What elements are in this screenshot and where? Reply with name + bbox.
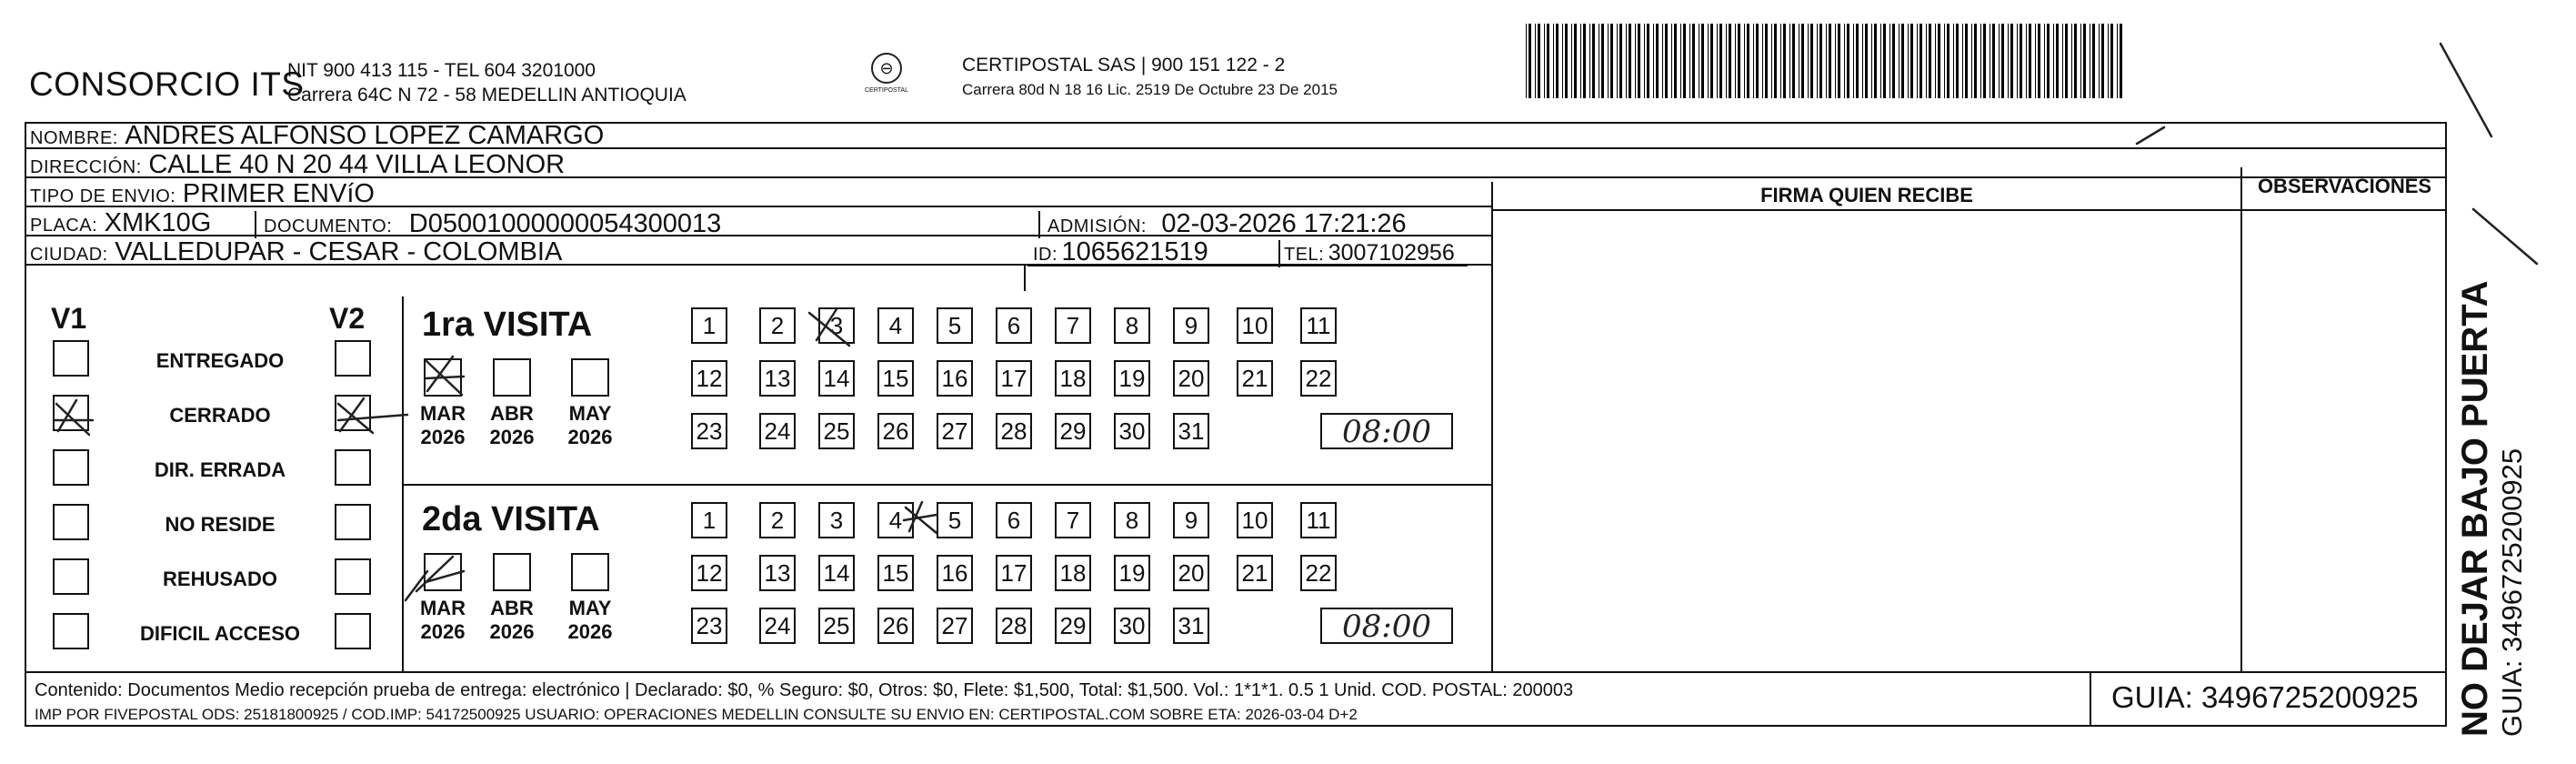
barcode-bar [1901, 24, 1904, 98]
barcode-bar [2047, 24, 2050, 98]
footer-contents: Contenido: Documentos Medio recepción prueba de entrega: electrónico | Declarado: $0, % Seguro: $0, Otros: $0, Flete: $1,500, Total: $1,500. Vol.: 1*1*1. 0.5 1 Unid. COD. POSTAL: 200003 [35, 680, 1574, 700]
barcode-bar [1680, 24, 1681, 98]
barcode-bar [2020, 24, 2022, 98]
day-box[interactable]: 24 [759, 608, 796, 644]
barcode-bar [2101, 24, 2104, 98]
day-box[interactable]: 20 [1173, 360, 1209, 397]
certipostal-logo [862, 53, 911, 106]
day-box[interactable]: 10 [1237, 307, 1273, 344]
barcode-bar [1853, 24, 1854, 98]
day-box[interactable]: 14 [818, 360, 855, 397]
day-box[interactable]: 5 [937, 502, 973, 538]
barcode-bar [2117, 24, 2118, 98]
barcode-bar [1762, 24, 1763, 98]
v1-checkbox-4[interactable] [53, 558, 89, 595]
barcode-bar [1908, 24, 1909, 98]
side-warning-block [2455, 280, 2529, 737]
month-label [411, 597, 475, 644]
status-option-label: NO RESIDE [165, 513, 276, 536]
month-name: ABR [490, 402, 534, 425]
barcode-bar [1980, 24, 1981, 98]
day-box[interactable]: 30 [1114, 413, 1150, 449]
barcode-bar [1601, 24, 1604, 98]
barcode-bar [1835, 24, 1836, 98]
day-box[interactable]: 23 [691, 413, 727, 449]
barcode-bar [1938, 24, 1940, 98]
day-box[interactable]: 27 [937, 413, 973, 449]
v1-checkbox-2[interactable] [53, 449, 89, 486]
day-box[interactable]: 4 [877, 502, 914, 538]
day-box[interactable]: 21 [1237, 555, 1273, 591]
placa-divider [255, 211, 256, 238]
day-box[interactable]: 9 [1173, 502, 1209, 538]
day-box[interactable]: 22 [1300, 360, 1337, 397]
tel-divider [1278, 240, 1280, 267]
barcode-bar [1674, 24, 1677, 98]
nombre-row [25, 122, 2447, 149]
barcode-bar [1644, 24, 1645, 98]
tel-field [1284, 239, 1455, 270]
day-box[interactable]: 19 [1114, 360, 1150, 397]
month-checkbox-may[interactable] [571, 553, 609, 591]
barcode-bar [1580, 24, 1581, 98]
time-handwritten: 08:00 [1342, 608, 1431, 645]
day-box[interactable]: 11 [1300, 502, 1337, 538]
barcode-bar [2001, 24, 2004, 98]
month-name: MAR [419, 402, 466, 425]
barcode-bar [2053, 24, 2054, 98]
barcode-bar [1683, 24, 1686, 98]
month-name: MAY [568, 597, 612, 619]
barcode-bar [1547, 24, 1549, 98]
v2-checkbox-5[interactable] [335, 613, 371, 649]
barcode-bar [1992, 24, 1995, 98]
placa-label: PLACA: [30, 216, 98, 236]
barcode-bar [1610, 24, 1613, 98]
carrier-address-line: Carrera 80d N 18 16 Lic. 2519 De Octubre 23 De 2015 [962, 81, 1338, 98]
id-divider [1024, 264, 1026, 291]
barcode-bar [2029, 24, 2031, 98]
day-box[interactable]: 3 [818, 502, 855, 538]
day-box[interactable]: 30 [1114, 608, 1150, 644]
admision-value: 02-03-2026 17:21:26 [1161, 209, 1407, 238]
month-checkbox-may[interactable] [571, 358, 609, 397]
barcode-bar [1880, 24, 1881, 98]
barcode-bar [1892, 24, 1895, 98]
company-name: CONSORCIO ITS [29, 65, 305, 103]
barcode-bar [1919, 24, 1922, 98]
visit-title-1: 1ra VISITA [422, 306, 593, 344]
barcode-bar [1947, 24, 1950, 98]
day-box[interactable]: 26 [877, 608, 914, 644]
barcode-bar [1647, 24, 1649, 98]
barcode-bar [2062, 24, 2063, 98]
barcode-bar [1829, 24, 1831, 98]
day-box[interactable]: 21 [1237, 360, 1273, 397]
day-box[interactable]: 28 [996, 413, 1032, 449]
day-box[interactable]: 4 [877, 307, 914, 344]
barcode-bar [2017, 24, 2018, 98]
barcode-bar [1529, 24, 1531, 98]
barcode-bar [1774, 24, 1777, 98]
barcode-bar [1638, 24, 1640, 98]
carrier-info [962, 53, 1338, 102]
barcode-bar [1626, 24, 1627, 98]
month-year: 2026 [420, 620, 466, 643]
barcode [1526, 24, 2126, 98]
barcode-bar [1771, 24, 1772, 98]
day-box[interactable]: 13 [759, 555, 796, 591]
barcode-bar [1753, 24, 1754, 98]
barcode-bar [1808, 24, 1809, 98]
v2-checkbox-3[interactable] [335, 504, 371, 540]
day-box[interactable]: 9 [1173, 307, 1209, 344]
nombre-label: NOMBRE: [30, 128, 118, 148]
v1-checkbox-0[interactable] [53, 340, 89, 377]
id-value: 1065621519 [1061, 237, 1208, 266]
day-box[interactable]: 5 [937, 307, 973, 344]
barcode-bar [1583, 24, 1586, 98]
day-box[interactable]: 26 [877, 413, 914, 449]
day-box[interactable]: 6 [996, 307, 1032, 344]
company-address-line: Carrera 64C N 72 - 58 MEDELLIN ANTIOQUIA [287, 85, 687, 106]
company-info [287, 58, 687, 107]
admision-label: ADMISIÓN: [1047, 216, 1147, 236]
documento-label: DOCUMENTO: [264, 216, 393, 236]
footer-top-line [25, 671, 2447, 673]
barcode-bar [1574, 24, 1577, 98]
month-checkbox-mar[interactable] [424, 358, 462, 397]
barcode-bar [1810, 24, 1813, 98]
barcode-bar [2056, 24, 2059, 98]
day-box[interactable]: 29 [1055, 608, 1091, 644]
barcode-bar [1819, 24, 1822, 98]
day-box[interactable]: 7 [1055, 307, 1091, 344]
barcode-bar [2083, 24, 2086, 98]
tipo-envio-row [25, 180, 1492, 207]
barcode-bar [2008, 24, 2009, 98]
barcode-bar [1883, 24, 1886, 98]
barcode-bar [1538, 24, 1540, 98]
day-box[interactable]: 25 [818, 413, 855, 449]
placa-value: XMK10G [104, 208, 212, 237]
time-box[interactable] [1320, 608, 1453, 644]
month-name: ABR [490, 597, 534, 619]
status-option-label: ENTREGADO [155, 349, 285, 372]
barcode-bar [1780, 24, 1781, 98]
barcode-bar [1729, 24, 1731, 98]
month-label [480, 402, 544, 449]
month-year: 2026 [489, 426, 535, 448]
day-box[interactable]: 1 [691, 502, 727, 538]
barcode-bar [1726, 24, 1727, 98]
barcode-bar [1862, 24, 1863, 98]
month-name: MAR [419, 597, 466, 619]
id-label: ID: [1033, 245, 1058, 265]
day-box[interactable]: 7 [1055, 502, 1091, 538]
barcode-bar [2074, 24, 2077, 98]
time-handwritten: 08:00 [1342, 414, 1431, 450]
barcode-bar [1974, 24, 1977, 98]
month-label [411, 402, 475, 449]
barcode-bar [1592, 24, 1595, 98]
day-box[interactable]: 18 [1055, 555, 1091, 591]
day-box[interactable]: 15 [877, 555, 914, 591]
day-box[interactable]: 20 [1173, 555, 1209, 591]
barcode-bar [1710, 24, 1713, 98]
status-option-label: CERRADO [169, 404, 271, 427]
barcode-bar [1708, 24, 1709, 98]
day-box[interactable]: 15 [877, 360, 914, 397]
carrier-nit-line: CERTIPOSTAL SAS | 900 151 122 - 2 [962, 55, 1286, 75]
v2-checkbox-1[interactable] [335, 395, 371, 431]
month-checkbox-abr[interactable] [493, 358, 531, 397]
day-box[interactable]: 3 [818, 307, 855, 344]
barcode-bar [1689, 24, 1690, 98]
visit-separator [402, 484, 1493, 486]
day-box[interactable]: 22 [1300, 555, 1337, 591]
barcode-bar [2092, 24, 2095, 98]
barcode-bar [1999, 24, 2000, 98]
day-box[interactable]: 2 [759, 307, 796, 344]
barcode-bar [1944, 24, 1945, 98]
barcode-bar [2038, 24, 2040, 98]
day-box[interactable]: 18 [1055, 360, 1091, 397]
barcode-bar [1935, 24, 1936, 98]
barcode-bar [1844, 24, 1845, 98]
barcode-bar [2065, 24, 2068, 98]
barcode-bar [1619, 24, 1622, 98]
observaciones-area[interactable] [2242, 202, 2445, 669]
status-option-label: DIFICIL ACCESO [139, 622, 300, 645]
barcode-bar [1589, 24, 1590, 98]
side-warning: NO DEJAR BAJO PUERTA [2455, 280, 2495, 737]
month-checkbox-mar[interactable] [424, 553, 462, 591]
barcode-bar [1971, 24, 1972, 98]
month-year: 2026 [489, 620, 535, 643]
barcode-bar [1747, 24, 1749, 98]
barcode-bar [2120, 24, 2122, 98]
barcode-bar [1565, 24, 1568, 98]
day-box[interactable]: 11 [1300, 307, 1337, 344]
month-year: 2026 [567, 426, 613, 448]
tipo-envio-label: TIPO DE ENVIO: [30, 186, 176, 206]
barcode-bar [1719, 24, 1722, 98]
day-box[interactable]: 16 [937, 360, 973, 397]
edge-mark [2441, 44, 2537, 264]
barcode-bar [1765, 24, 1768, 98]
v1-checkbox-5[interactable] [53, 613, 89, 649]
barcode-bar [1874, 24, 1877, 98]
company-nit-line: NIT 900 413 115 - TEL 604 3201000 [287, 60, 596, 81]
day-box[interactable]: 6 [996, 502, 1032, 538]
barcode-bar [1926, 24, 1927, 98]
admision-divider [1038, 211, 1040, 238]
v1-checkbox-1[interactable] [53, 395, 89, 431]
status-option-label: DIR. ERRADA [154, 458, 286, 481]
barcode-bar [1562, 24, 1563, 98]
v1-checkbox-3[interactable] [53, 504, 89, 540]
day-box[interactable]: 13 [759, 360, 796, 397]
month-year: 2026 [420, 426, 466, 448]
direccion-value: CALLE 40 N 20 44 VILLA LEONOR [148, 150, 566, 179]
day-box[interactable]: 8 [1114, 502, 1150, 538]
barcode-bar [1662, 24, 1663, 98]
month-checkbox-abr[interactable] [493, 553, 531, 591]
tipo-envio-value: PRIMER ENVíO [182, 179, 375, 208]
ciudad-value: VALLEDUPAR - CESAR - COLOMBIA [115, 237, 563, 266]
barcode-bar [1953, 24, 1954, 98]
direccion-row [25, 151, 2447, 178]
id-field [1033, 238, 1208, 270]
barcode-bar [1735, 24, 1736, 98]
day-box[interactable]: 23 [691, 608, 727, 644]
barcode-bar [1756, 24, 1759, 98]
footer-guia: GUIA: 3496725200925 [2111, 680, 2419, 714]
barcode-bar [1917, 24, 1918, 98]
month-label [558, 402, 622, 449]
barcode-bar [1571, 24, 1572, 98]
v2-checkbox-4[interactable] [335, 558, 371, 595]
barcode-bar [2080, 24, 2081, 98]
barcode-bar [1871, 24, 1872, 98]
barcode-bar [1738, 24, 1740, 98]
day-box[interactable]: 16 [937, 555, 973, 591]
day-box[interactable]: 28 [996, 608, 1032, 644]
v2-checkbox-2[interactable] [335, 449, 371, 486]
barcode-bar [1838, 24, 1840, 98]
barcode-bar [1556, 24, 1559, 98]
direccion-label: DIRECCIÓN: [30, 157, 142, 177]
day-box[interactable]: 19 [1114, 555, 1150, 591]
barcode-bar [1671, 24, 1672, 98]
barcode-bar [1910, 24, 1913, 98]
barcode-bar [2108, 24, 2109, 98]
day-box[interactable]: 27 [937, 608, 973, 644]
v2-header: V2 [329, 302, 366, 335]
month-year: 2026 [567, 620, 613, 643]
day-box[interactable]: 12 [691, 360, 727, 397]
side-guia: GUIA: 3496725200925 [2496, 447, 2528, 737]
observaciones-header: OBSERVACIONES [2257, 175, 2432, 197]
barcode-bar [1983, 24, 1986, 98]
barcode-bar [1717, 24, 1718, 98]
day-box[interactable]: 10 [1237, 502, 1273, 538]
barcode-bar [1962, 24, 1963, 98]
barcode-bar [1744, 24, 1745, 98]
barcode-bar [1783, 24, 1786, 98]
barcode-bar [2026, 24, 2027, 98]
month-label [558, 597, 622, 644]
barcode-bar [1635, 24, 1636, 98]
barcode-bar [1801, 24, 1804, 98]
day-box[interactable]: 17 [996, 555, 1032, 591]
day-box[interactable]: 12 [691, 555, 727, 591]
v1-header: V1 [51, 302, 87, 335]
day-box[interactable]: 25 [818, 608, 855, 644]
day-box[interactable]: 29 [1055, 413, 1091, 449]
day-box[interactable]: 31 [1173, 413, 1209, 449]
barcode-bar [2071, 24, 2072, 98]
month-name: MAY [568, 402, 612, 425]
time-box[interactable] [1320, 413, 1453, 449]
barcode-bar [2044, 24, 2045, 98]
barcode-bar [2035, 24, 2036, 98]
barcode-bar [1826, 24, 1827, 98]
barcode-bar [1535, 24, 1536, 98]
barcode-bar [1789, 24, 1790, 98]
barcode-bar [1792, 24, 1795, 98]
signature-area[interactable] [1493, 211, 2239, 669]
barcode-bar [1701, 24, 1704, 98]
barcode-bar [1692, 24, 1695, 98]
barcode-bar [2099, 24, 2100, 98]
ciudad-row [25, 238, 1492, 266]
day-box[interactable]: 17 [996, 360, 1032, 397]
barcode-bar [1856, 24, 1859, 98]
barcode-bar [1817, 24, 1818, 98]
tel-label: TEL: [1284, 245, 1325, 265]
barcode-bar [1656, 24, 1659, 98]
ciudad-label: CIUDAD: [30, 245, 108, 265]
day-box[interactable]: 2 [759, 502, 796, 538]
month-label [480, 597, 544, 644]
barcode-bar [1608, 24, 1609, 98]
barcode-bar [1956, 24, 1959, 98]
barcode-bar [1665, 24, 1668, 98]
barcode-bar [1544, 24, 1545, 98]
day-box[interactable]: 8 [1114, 307, 1150, 344]
logo-emblem-icon: ⊖ [871, 53, 902, 84]
documento-value: D05001000000054300013 [408, 209, 722, 238]
barcode-bar [1865, 24, 1868, 98]
day-box[interactable]: 31 [1173, 608, 1209, 644]
day-box[interactable]: 1 [691, 307, 727, 344]
firma-header: FIRMA QUIEN RECIBE [1760, 184, 1973, 206]
day-box[interactable]: 14 [818, 555, 855, 591]
barcode-bar [1889, 24, 1890, 98]
barcode-bar [1847, 24, 1849, 98]
footer-print-info: IMP POR FIVEPOSTAL ODS: 25181800925 / COD.IMP: 54172500925 USUARIO: OPERACIONES MEDELLIN CONSULTE SU ENVIO EN: CERTIPOSTAL.COM SOBRE ETA: 2026-03-04 D+2 [35, 706, 1358, 723]
visit-title-2: 2da VISITA [422, 500, 600, 538]
tel-value: 3007102956 [1328, 240, 1455, 266]
footer-guia-divider [2090, 671, 2091, 727]
v2-checkbox-0[interactable] [335, 340, 371, 377]
barcode-bar [1929, 24, 1931, 98]
barcode-bar [2010, 24, 2013, 98]
barcode-bar [1526, 24, 1527, 98]
barcode-bar [2110, 24, 2113, 98]
day-box[interactable]: 24 [759, 413, 796, 449]
barcode-bar [1653, 24, 1654, 98]
barcode-bar [1617, 24, 1618, 98]
nombre-value: ANDRES ALFONSO LOPEZ CAMARGO [125, 121, 605, 150]
barcode-bar [1553, 24, 1554, 98]
logo-wordmark: CERTIPOSTAL [865, 87, 908, 94]
status-option-label: REHUSADO [163, 568, 277, 590]
barcode-bar [1629, 24, 1631, 98]
barcode-bar [1965, 24, 1968, 98]
